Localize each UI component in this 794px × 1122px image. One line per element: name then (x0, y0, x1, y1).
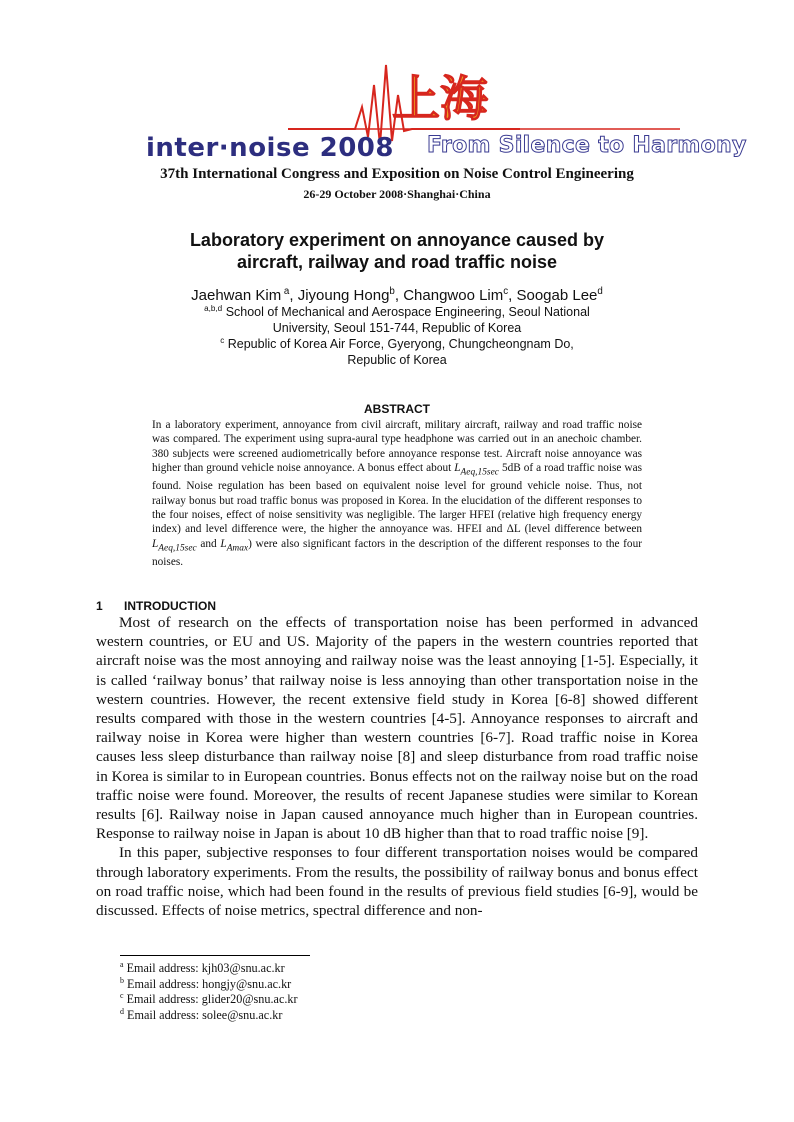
metric-symbol: L (220, 537, 227, 550)
author-superscript: a (281, 286, 290, 297)
paper-title (150, 229, 644, 273)
author-list (100, 287, 694, 304)
affiliation-line: Republic of Korea (347, 353, 447, 367)
author-separator: , (394, 287, 404, 304)
paragraph: Most of research on the effects of transportation noise has been performed in advanced western countries, or EU and US. Majority of the papers in the western countries reported that aircraft noise was the most annoying and railway noise was the least annoying [1-5]. Especially, it is called ‘railway bonus’ that railway noise is less annoying than other transportation noise in the western countries. However, the recent extensive field study in Korea [6-8] showed different results compared with those in the western countries [4-5]. Annoyance responses to aircraft and railway noise in Korea were higher than western countries [6-7]. Road traffic noise in Korea causes less sleep disturbance than railway noise [8] and sleep disturbance from road traffic noise in Korea is similar to in European countries. Bonus effects not on the railway noise but on the road traffic noise were found. Moreover, the results of recent Japanese studies were similar to Korean results [6]. Railway noise in Japan caused annoyance much higher than in European countries. Response to railway noise in Japan is about 10 dB higher than that to road traffic noise [9]. (96, 614, 698, 843)
slogan: From Silence to Harmony (427, 133, 747, 158)
footnote-text: Email address: solee@snu.ac.kr (127, 1007, 283, 1022)
footnotes (120, 961, 298, 1023)
affiliation-superscript: c (220, 335, 225, 345)
abstract-text: 5dB of a road traffic noise was found. Noise regulation has been based on equivalent noise level for ground vehicle noise. Thus, not railway bonus but road traffic bonus was proposed in Korea. In the elucidation of the different responses to the four noises, effect of noise sensitivity was negligible. The larger HFEI (relative high frequency energy index) and level difference were, the higher the annoyance was. HFEI and ΔL (level difference between (152, 461, 642, 536)
footnote-marker: c (120, 991, 124, 1001)
brand-wordmark: inter·noise 2008 (146, 133, 394, 163)
author-superscript: b (389, 286, 395, 297)
author-name: Jaehwan Kim (191, 287, 282, 304)
abstract-text: ) were also significant factors in the description of the different responses to the four noises. (152, 537, 642, 569)
footnote-marker: d (120, 1006, 124, 1016)
metric-symbol: L (152, 537, 159, 550)
author-superscript: c (503, 286, 509, 297)
affiliation-line (150, 336, 644, 352)
abstract-body (152, 418, 642, 569)
affiliations (150, 304, 644, 368)
footnote (120, 1008, 298, 1024)
author-name: Changwoo Lim (403, 287, 504, 304)
section-title: INTRODUCTION (124, 599, 216, 613)
metric-subscript: Amax (226, 542, 249, 553)
congress-title: 37th International Congress and Exposition on Noise Control Engineering (160, 166, 634, 182)
abstract-text: and (196, 537, 221, 550)
affiliation-line: University, Seoul 151-744, Republic of Korea (272, 321, 522, 335)
footnote (120, 992, 298, 1008)
metric-subscript: Aeq,15sec (158, 542, 197, 553)
section-number: 1 (96, 599, 103, 613)
abstract-text: In a laboratory experiment, annoyance from civil aircraft, military aircraft, railway and road traffic noise was compared. The experiment using supra-aural type headphone was carried out in an anechoic chamber. 380 subjects were screened audiometrically before annoyance response test. Aircraft noise annoyance was higher than ground vehicle noise annoyance. A bonus effect about (152, 419, 642, 474)
congress-dates: 26-29 October 2008·Shanghai·China (303, 187, 491, 201)
footnote-text: Email address: kjh03@snu.ac.kr (126, 961, 285, 975)
footnote-text: Email address: glider20@snu.ac.kr (126, 992, 298, 1007)
affiliation-text: Republic of Korea Air Force, Gyeryong, Chungcheongnam Do, (227, 337, 574, 351)
author-superscript: d (597, 286, 603, 297)
affiliation-line (150, 304, 644, 320)
footnote (120, 961, 298, 977)
affiliation-text: School of Mechanical and Aerospace Engineering, Seoul National (225, 305, 590, 319)
paragraph: In this paper, subjective responses to four different transportation noises would be compared through laboratory experiments. From the results, the possibility of railway bonus and bonus effect on road traffic noise, which had been found in the results of previous field studies [6-9], would be discussed. Effects of noise metrics, spectral difference and non- (96, 844, 698, 920)
introduction-body (96, 613, 698, 920)
paper-title-line: Laboratory experiment on annoyance caused by (189, 230, 605, 250)
author-separator: , (508, 287, 517, 304)
footnote-marker: b (120, 975, 124, 985)
logo-chinese-text: 上海 (392, 71, 489, 127)
affiliation-superscript: a,b,d (204, 303, 223, 313)
paper-title-line: aircraft, railway and road traffic noise (236, 252, 558, 272)
author-name: Soogab Lee (516, 287, 598, 304)
section-heading (96, 599, 216, 613)
footnote-marker: a (120, 959, 124, 969)
footnote (120, 977, 298, 993)
footnote-divider (120, 955, 310, 956)
abstract-heading: ABSTRACT (364, 402, 430, 416)
footnote-text: Email address: hongjy@snu.ac.kr (127, 976, 292, 991)
metric-symbol: L (454, 461, 461, 474)
author-separator: , (289, 287, 298, 304)
author-name: Jiyoung Hong (297, 287, 390, 304)
metric-subscript: Aeq,15sec (460, 467, 499, 478)
